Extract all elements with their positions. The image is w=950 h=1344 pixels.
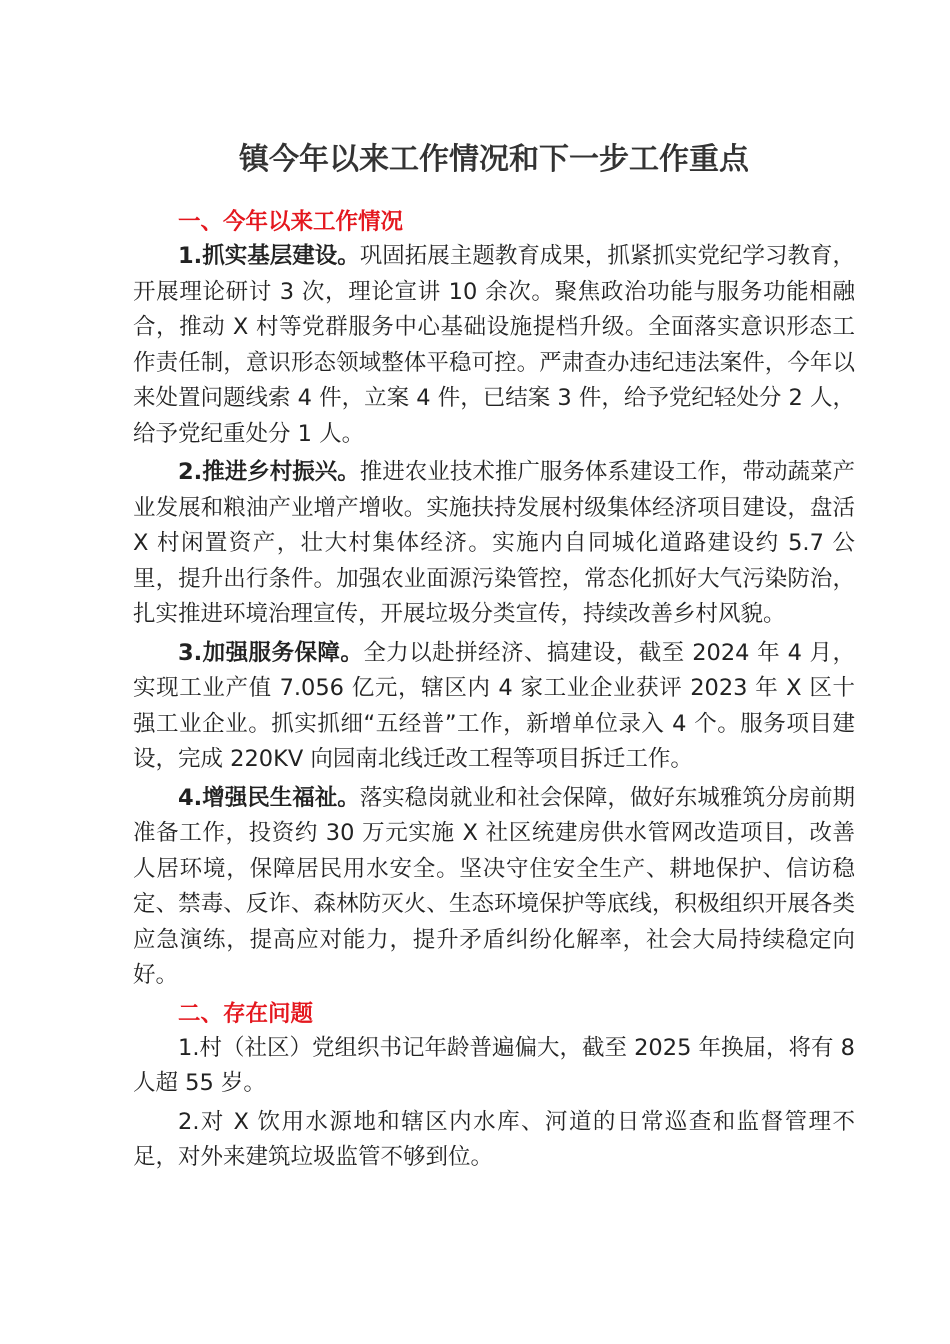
paragraph-problem-2 [133,1105,855,1176]
paragraph-grassroots-construction [133,239,855,452]
paragraph-text: 1.村（社区）党组织书记年龄普遍偏大，截至 2025 年换届，将有 8 人超 55 岁。 [133,1034,856,1096]
section-heading-existing-problems: 二、存在问题 [178,1000,314,1027]
paragraph-service-guarantee [133,636,855,778]
paragraph-lead: 3.加强服务保障。 [178,639,364,666]
paragraph-text: 落实稳岗就业和社会保障，做好东城雅筑分房前期准备工作，投资约 30 万元实施 X 社区统建房供水管网改造项目，改善人居环境，保障居民用水安全。坚决守住安全生产、耕地保护、信访稳定、禁毒、反诈、森林防灭火、生态环境保护等底线，积极组织开展各类应急演练，提高应对能力，提升矛盾纠纷化解率，社会大局持续稳定向好。 [133,784,855,988]
paragraph-lead: 4.增强民生福祉。 [178,784,360,811]
paragraph-text: 2.对 X 饮用水源地和辖区内水库、河道的日常巡查和监督管理不足，对外来建筑垃圾监管不够到位。 [133,1108,855,1170]
paragraph-public-welfare [133,781,855,994]
paragraph-problem-1 [133,1031,855,1102]
paragraph-lead: 1.抓实基层建设。 [178,243,360,269]
document-title: 镇今年以来工作情况和下一步工作重点 [239,142,749,177]
paragraph-lead: 2.推进乡村振兴。 [178,459,360,485]
paragraph-text: 推进农业技术推广服务体系建设工作，带动蔬菜产业发展和粮油产业增产增收。实施扶持发展村级集体经济项目建设，盘活 X 村闲置资产，壮大村集体经济。实施内自同城化道路建设约 5.7 公里，提升出行条件。加强农业面源污染管控，常态化抓好大气污染防治，扎实推进环境治理宣传，开展垃圾分类宣传，持续改善乡村风貌。 [133,459,855,627]
section-heading-work-status: 一、今年以来工作情况 [178,209,404,235]
document-page [133,130,855,1176]
paragraph-text: 全力以赴拼经济、搞建设，截至 2024 年 4 月，实现工业产值 7.056 亿元，辖区内 4 家工业企业获评 2023 年 X 区十强工业企业。抓实抓细“五经普”工作，新增单位录入 4 个。服务项目建设，完成 220KV 向园南北线迁改工程等项目拆迁工作。 [133,639,855,772]
paragraph-text: 巩固拓展主题教育成果，抓紧抓实党纪学习教育，开展理论研讨 3 次，理论宣讲 10 余次。聚焦政治功能与服务功能相融合，推动 X 村等党群服务中心基础设施提档升级。全面落实意识形态工作责任制，意识形态领域整体平稳可控。严肃查办违纪违法案件，今年以来处置问题线索 4 件，立案 4 件，已结案 3 件，给予党纪轻处分 2 人，给予党纪重处分 1 人。 [133,243,855,447]
paragraph-rural-revitalization [133,455,855,633]
